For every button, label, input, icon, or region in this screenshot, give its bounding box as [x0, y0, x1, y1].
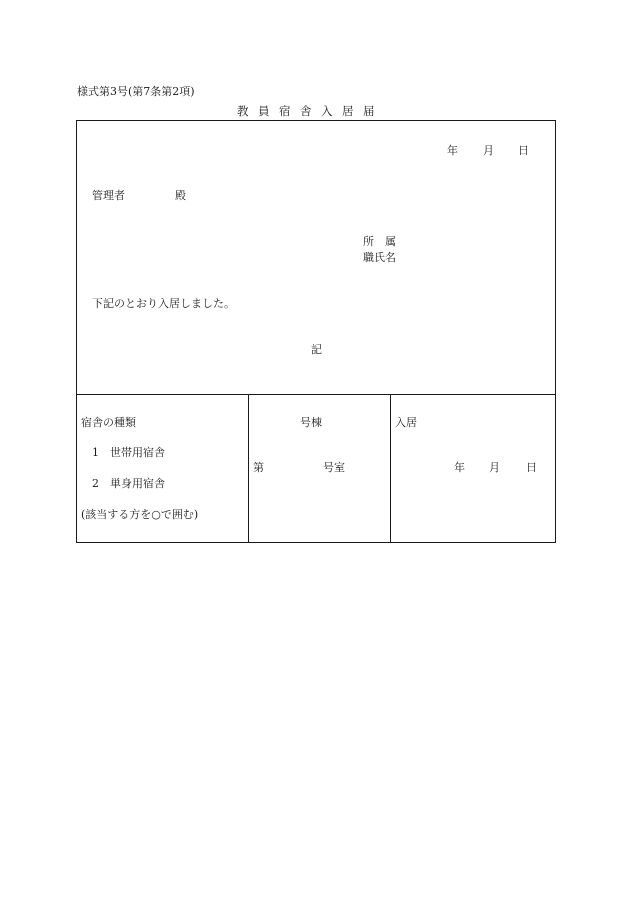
table-divider-vertical-1: [248, 394, 249, 542]
form-title: 教員宿舎入居届: [237, 104, 384, 118]
residence-option-family: 1 世帯用宿舎: [92, 446, 165, 459]
room-label: 号室: [323, 461, 345, 474]
position-name-label: 職氏名: [363, 251, 396, 264]
residence-type-heading: 宿舎の種類: [81, 416, 136, 429]
addressee-honorific: 殿: [175, 189, 186, 202]
statement-text: 下記のとおり入居しました。: [92, 297, 235, 310]
table-divider-horizontal: [77, 394, 555, 395]
move-in-month-label: 月: [489, 461, 500, 474]
form-number: 様式第3号(第7条第2項): [77, 85, 195, 98]
affiliation-label: 所 属: [363, 235, 396, 248]
residence-type-note: (該当する方を○で囲む): [81, 508, 199, 521]
table-divider-vertical-2: [390, 394, 391, 542]
ki-heading: 記: [311, 343, 322, 356]
building-label: 号棟: [300, 416, 322, 429]
move-in-day-label: 日: [526, 461, 537, 474]
addressee-label: 管理者: [92, 189, 125, 202]
date-month-label: 月: [483, 144, 494, 157]
move-in-year-label: 年: [454, 461, 465, 474]
residence-option-single: 2 単身用宿舎: [92, 477, 165, 490]
dai-label: 第: [253, 461, 264, 474]
date-day-label: 日: [518, 144, 529, 157]
date-year-label: 年: [447, 144, 458, 157]
move-in-label: 入居: [395, 416, 417, 429]
